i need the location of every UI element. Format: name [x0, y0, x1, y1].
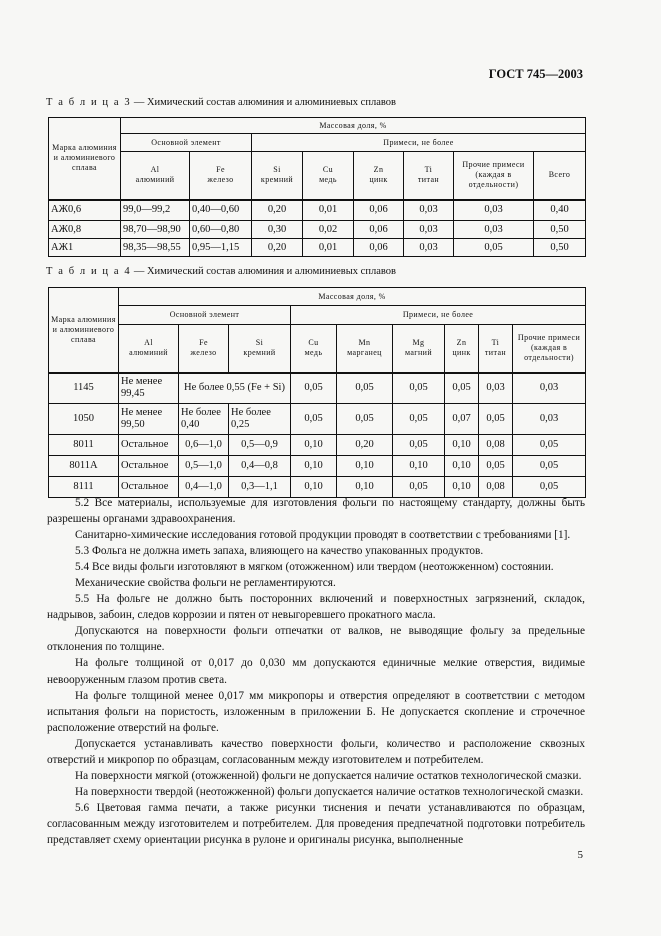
paragraph: На фольге толщиной от 0,017 до 0,030 мм допускаются единичные мелкие отверстия, видимые невооруженным глазом против света. — [47, 657, 585, 686]
t4-h-mass: Массовая доля, % — [119, 288, 586, 306]
document-code: ГОСТ 745—2003 — [488, 67, 583, 81]
t4-h-main: Основной элемент — [119, 306, 291, 325]
paragraph: Санитарно-химические исследования готовой продукции проводят в соответствии с требованиями [1]. — [75, 529, 571, 542]
t3-col-header: Ti титан — [404, 152, 454, 200]
table-row: АЖ0,6 99,0—99,2 0,40—0,60 0,20 0,01 0,06 0,03 0,03 0,40 — [49, 200, 586, 221]
t3-col-header: Всего — [534, 152, 586, 200]
t4-col-header: Al алюминий — [119, 325, 179, 373]
table3-caption: Т а б л и ц а 3 — Химический состав алюминия и алюминиевых сплавов — [46, 97, 396, 108]
t4-h-grade: Марка алюминия и алюминиевого сплава — [49, 288, 119, 373]
t3-col-header: Cu медь — [303, 152, 354, 200]
paragraph: 5.3 Фольга не должна иметь запаха, влияющего на качество упакованных продуктов. — [75, 545, 484, 558]
t3-h-grade: Марка алюминия и алюминиевого сплава — [49, 118, 121, 200]
t3-col-header: Al алюминий — [121, 152, 190, 200]
paragraph: Допускается устанавливать качество поверхности фольги, количество и расположение сквозных отверстий и микропор по образцам, согласованным между изготовителем и потребителем. — [47, 737, 585, 766]
table-row: 8111 Остальное 0,4—1,0 0,3—1,1 0,10 0,10 0,05 0,10 0,08 0,05 — [49, 477, 586, 498]
body-text — [47, 495, 585, 848]
t4-h-impurities: Примеси, не более — [291, 306, 586, 325]
paragraph: 5.2 Все материалы, используемые для изготовления фольги по настоящему стандарту, должны быть разрешены органами здравоохранения. — [47, 497, 585, 526]
paragraph: Допускаются на поверхности фольги отпечатки от валков, не выводящие фольгу за предельные отклонения по толщине. — [47, 625, 585, 654]
table-row: АЖ0,8 98,70—98,90 0,60—0,80 0,30 0,02 0,06 0,03 0,03 0,50 — [49, 221, 586, 239]
t4-col-header: Mn марганец — [337, 325, 393, 373]
paragraph: Механические свойства фольги не регламентируются. — [75, 577, 336, 590]
table3 — [48, 117, 586, 257]
t3-col-header: Прочие примеси (каждая в отдельности) — [454, 152, 534, 200]
table-row: 1145 Не менее 99,45 Не более 0,55 (Fe + Si) 0,05 0,05 0,05 0,05 0,03 0,03 — [49, 373, 586, 404]
table-row: 1050 Не менее 99,50 Не более 0,40 Не более 0,25 0,05 0,05 0,05 0,07 0,05 0,03 — [49, 404, 586, 435]
table-row: 8011A Остальное 0,5—1,0 0,4—0,8 0,10 0,10 0,10 0,10 0,05 0,05 — [49, 456, 586, 477]
page-number: 5 — [577, 849, 583, 861]
t4-col-header: Si кремний — [229, 325, 291, 373]
t3-col-header: Fe железо — [190, 152, 252, 200]
t3-col-header: Zn цинк — [354, 152, 404, 200]
t3-h-mass: Массовая доля, % — [121, 118, 586, 134]
table-row: 8011 Остальное 0,6—1,0 0,5—0,9 0,10 0,20 0,05 0,10 0,08 0,05 — [49, 435, 586, 456]
paragraph: 5.6 Цветовая гамма печати, а также рисунки тиснения и печати устанавливаются по образцам, согласованным между изготовителем и потребителем. Для проведения предпечатной подготовки потребитель представляет схему ориентации рисунка в рулоне и оригиналы рисунка, выполненные — [47, 801, 585, 846]
table-row: АЖ1 98,35—98,55 0,95—1,15 0,20 0,01 0,06 0,03 0,05 0,50 — [49, 239, 586, 257]
t3-h-main: Основной элемент — [121, 134, 252, 152]
table4 — [48, 287, 586, 498]
t3-col-header: Si кремний — [252, 152, 303, 200]
paragraph: 5.4 Все виды фольги изготовляют в мягком (отожженном) или твердом (неотожженном) состоянии. — [75, 561, 554, 574]
t4-col-header: Mg магний — [393, 325, 445, 373]
paragraph: На поверхности твердой (неотожженной) фольги допускается наличие остатков технологической смазки. — [75, 785, 584, 798]
t4-col-header: Ti титан — [479, 325, 513, 373]
t4-col-header: Zn цинк — [445, 325, 479, 373]
paragraph: На поверхности мягкой (отожженной) фольги не допускается наличие остатков технологической смазки. — [75, 769, 582, 782]
paragraph: На фольге толщиной менее 0,017 мм микропоры и отверстия определяют в соответствии с методом испытания фольги на пористость, изложенным в приложении Б. Не допускается скопление и строчечное расположение отверстий на фольге. — [47, 689, 585, 734]
t3-h-impurities: Примеси, не более — [252, 134, 586, 152]
paragraph: 5.5 На фольге не должно быть посторонних включений и поверхностных загрязнений, складок, надрывов, забоин, следов коррозии и пятен от невыгоревшего прокатного масла. — [47, 593, 585, 622]
t4-col-header: Cu медь — [291, 325, 337, 373]
t4-col-header: Прочие примеси (каждая в отдельности) — [513, 325, 586, 373]
table4-caption: Т а б л и ц а 4 — Химический состав алюминия и алюминиевых сплавов — [46, 266, 396, 277]
t4-col-header: Fe железо — [179, 325, 229, 373]
